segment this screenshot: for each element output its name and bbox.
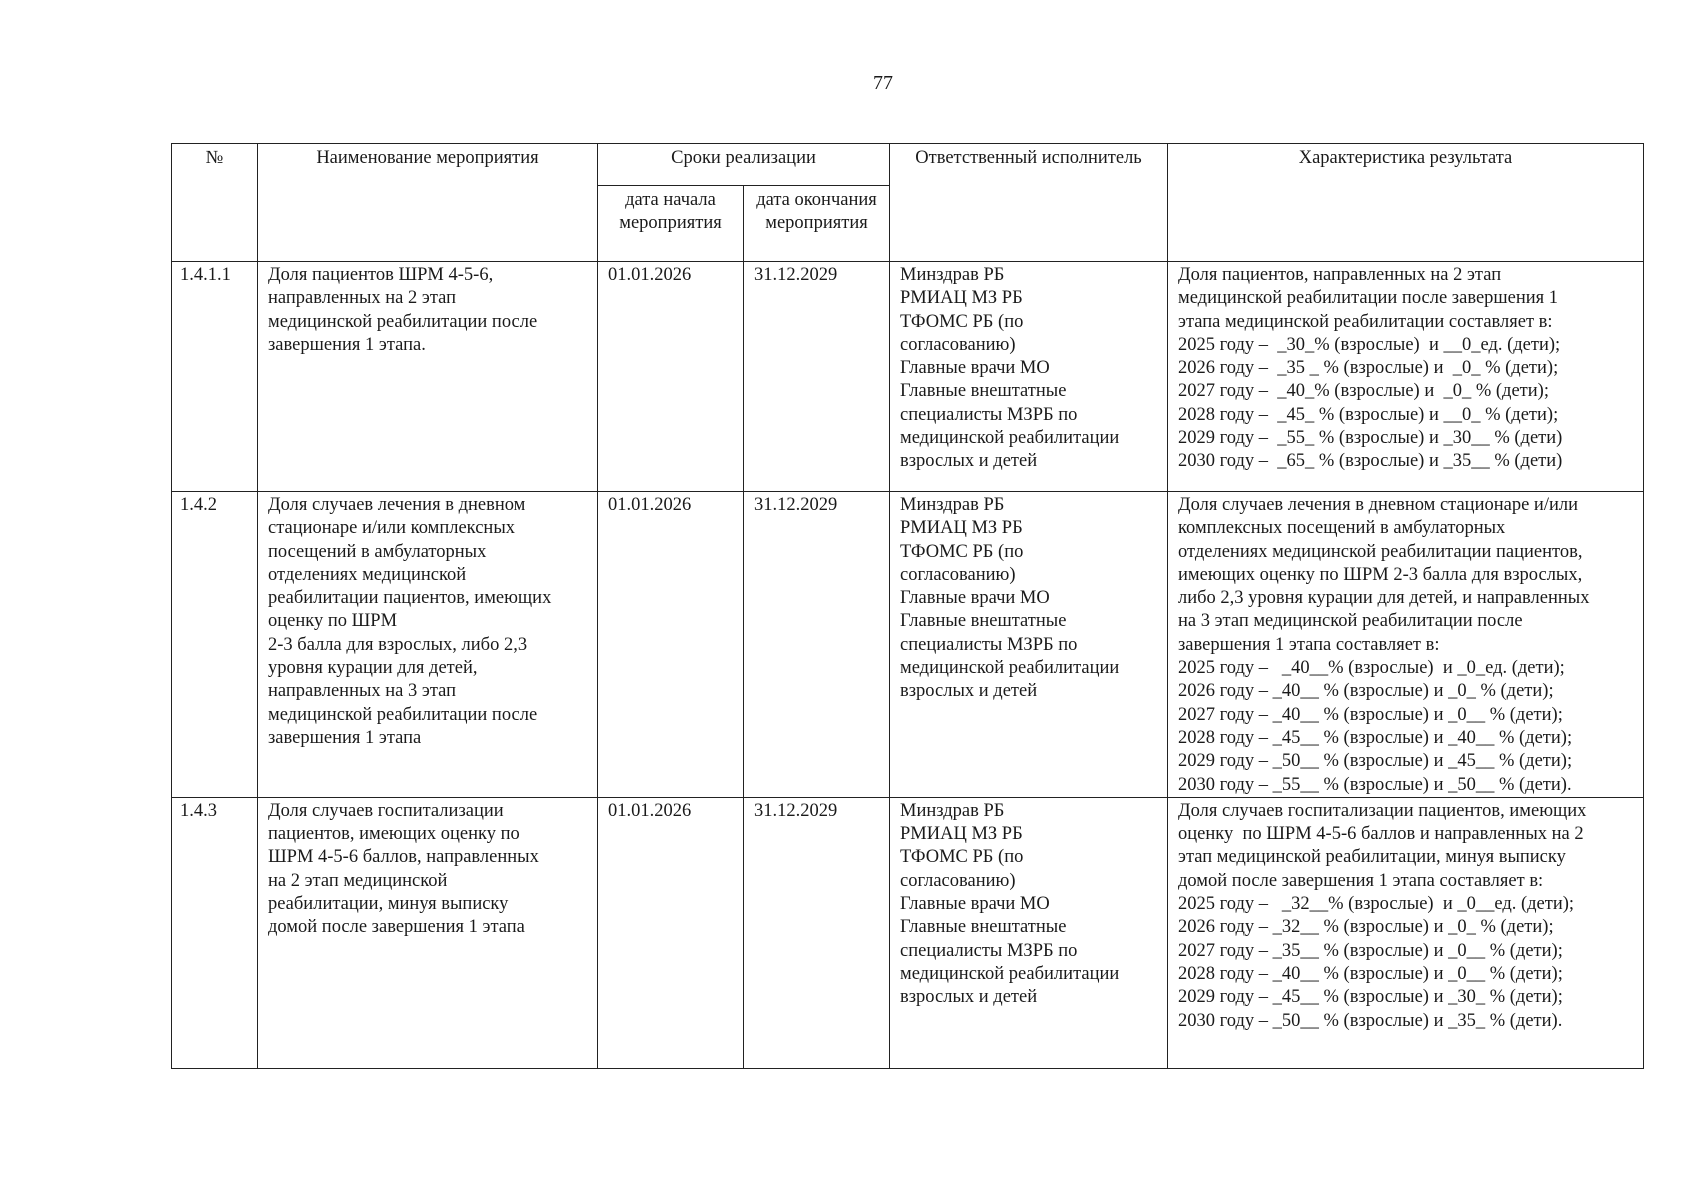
cell-end-date-text: 31.12.2029 (754, 265, 838, 285)
cell-name-line: оценку по ШРМ (268, 611, 398, 632)
cell-result-line: завершения 1 этапа составляет в: (1178, 634, 1440, 655)
cell-responsible-line: Минздрав РБ (900, 495, 1005, 515)
header-start: дата начала мероприятия (598, 186, 744, 262)
cell-responsible-line: ТФОМС РБ (по (900, 311, 1024, 332)
cell-start-date (598, 797, 744, 1068)
cell-start-date (598, 262, 744, 492)
cell-responsible-line: согласованию) (900, 870, 1016, 891)
header-name: Наименование мероприятия (258, 144, 598, 262)
page-number: 77 (873, 72, 893, 94)
cell-responsible-line: РМИАЦ МЗ РБ (900, 288, 1023, 309)
cell-result-line: домой после завершения 1 этапа составляет в: (1178, 870, 1544, 891)
cell-responsible-line: Главные внештатные (900, 917, 1067, 938)
cell-num (172, 797, 258, 1068)
cell-result-line: медицинской реабилитации после завершения 1 (1178, 288, 1559, 309)
cell-name-line: пациентов, имеющих оценку по (268, 824, 520, 845)
cell-responsible-line: согласованию) (900, 564, 1016, 585)
cell-responsible-line: медицинской реабилитации (900, 963, 1120, 984)
cell-result-line: 2029 году – _55_ % (взрослые) и _30__ % (дети) (1178, 428, 1563, 449)
header-num: № (172, 144, 258, 262)
table-row (172, 797, 1644, 1068)
cell-name-line: Доля случаев лечения в дневном (268, 495, 526, 515)
cell-end-date (744, 492, 890, 798)
cell-start-date-text: 01.01.2026 (608, 265, 692, 285)
cell-responsible (890, 262, 1168, 492)
cell-result (1168, 492, 1644, 798)
cell-result-line: 2028 году – _40__ % (взрослые) и _0__ % (дети); (1178, 963, 1563, 984)
cell-name-line: отделениях медицинской (268, 564, 467, 585)
cell-responsible-line: РМИАЦ МЗ РБ (900, 824, 1023, 845)
cell-responsible-line: Главные внештатные (900, 381, 1067, 402)
cell-responsible-line: медицинской реабилитации (900, 658, 1120, 679)
cell-responsible-line: ТФОМС РБ (по (900, 847, 1024, 868)
cell-name-line: Доля пациентов ШРМ 4-5-6, (268, 265, 494, 285)
cell-responsible-line: согласованию) (900, 334, 1016, 355)
cell-result-line: 2025 году – _32__% (взрослые) и _0__ед. (дети); (1178, 894, 1575, 915)
header-end: дата окончания мероприятия (744, 186, 890, 262)
cell-name (258, 492, 598, 798)
cell-result-line: Доля случаев лечения в дневном стационаре и/или (1178, 495, 1579, 515)
cell-result-line: 2027 году – _35__ % (взрослые) и _0__ % (дети); (1178, 940, 1563, 961)
cell-responsible-line: ТФОМС РБ (по (900, 541, 1024, 562)
table-row (172, 492, 1644, 798)
cell-name-line: 2-3 балла для взрослых, либо 2,3 (268, 634, 528, 655)
header-result: Характеристика результата (1168, 144, 1644, 262)
cell-result-line: 2030 году – _55__ % (взрослые) и _50__ % (дети). (1178, 774, 1572, 795)
cell-responsible-line: взрослых и детей (900, 987, 1038, 1008)
cell-name-line: реабилитации пациентов, имеющих (268, 588, 552, 609)
cell-result-line: 2025 году – _30_% (взрослые) и __0_ед. (дети); (1178, 334, 1561, 355)
cell-result (1168, 797, 1644, 1068)
cell-end-date (744, 797, 890, 1068)
cell-name (258, 262, 598, 492)
cell-result-line: на 3 этап медицинской реабилитации после (1178, 611, 1523, 632)
cell-num (172, 492, 258, 798)
cell-responsible-line: взрослых и детей (900, 681, 1038, 702)
cell-result-line: оценку по ШРМ 4-5-6 баллов и направленных на 2 (1178, 824, 1584, 845)
cell-result-line: Доля пациентов, направленных на 2 этап (1178, 265, 1502, 285)
cell-name-line: медицинской реабилитации после (268, 704, 538, 725)
cell-num-text: 1.4.1.1 (180, 265, 231, 285)
cell-start-date-text: 01.01.2026 (608, 495, 692, 515)
cell-result-line: Доля случаев госпитализации пациентов, имеющих (1178, 800, 1587, 821)
cell-responsible-line: Главные врачи МО (900, 358, 1050, 379)
header-row (172, 144, 1644, 186)
cell-num (172, 262, 258, 492)
measures-table (171, 143, 1644, 1069)
cell-result-line: этап медицинской реабилитации, минуя выписку (1178, 847, 1566, 868)
cell-end-date-text: 31.12.2029 (754, 800, 838, 821)
cell-result-line: 2029 году – _50__ % (взрослые) и _45__ % (дети); (1178, 751, 1573, 772)
cell-responsible-line: Минздрав РБ (900, 265, 1005, 285)
cell-start-date-text: 01.01.2026 (608, 800, 692, 821)
cell-responsible-line: специалисты МЗРБ по (900, 940, 1078, 961)
cell-responsible (890, 492, 1168, 798)
cell-responsible-line: взрослых и детей (900, 451, 1038, 472)
cell-result-line: имеющих оценку по ШРМ 2-3 балла для взрослых, (1178, 564, 1583, 585)
cell-name-line: направленных на 3 этап (268, 681, 456, 702)
cell-responsible-line: РМИАЦ МЗ РБ (900, 518, 1023, 539)
cell-name-line: посещений в амбулаторных (268, 541, 487, 562)
cell-name-line: стационаре и/или комплексных (268, 518, 515, 539)
cell-result (1168, 262, 1644, 492)
cell-name-line: завершения 1 этапа. (268, 334, 426, 355)
table-row (172, 262, 1644, 492)
cell-responsible-line: специалисты МЗРБ по (900, 404, 1078, 425)
cell-name-line: направленных на 2 этап (268, 288, 456, 309)
cell-end-date (744, 262, 890, 492)
cell-name-line: на 2 этап медицинской (268, 870, 448, 891)
cell-result-line: 2028 году – _45_ % (взрослые) и __0_ % (дети); (1178, 404, 1559, 425)
cell-num-text: 1.4.2 (180, 495, 217, 515)
cell-responsible-line: Главные врачи МО (900, 894, 1050, 915)
cell-result-line: 2027 году – _40__ % (взрослые) и _0__ % (дети); (1178, 704, 1563, 725)
cell-result-line: либо 2,3 уровня курации для детей, и направленных (1178, 588, 1590, 609)
cell-result-line: 2030 году – _65_ % (взрослые) и _35__ % (дети) (1178, 451, 1563, 472)
cell-responsible-line: медицинской реабилитации (900, 428, 1120, 449)
cell-responsible-line: Минздрав РБ (900, 800, 1005, 821)
cell-result-line: 2026 году – _35 _ % (взрослые) и _0_ % (дети); (1178, 358, 1559, 379)
cell-name (258, 797, 598, 1068)
cell-responsible-line: специалисты МЗРБ по (900, 634, 1078, 655)
cell-result-line: 2027 году – _40_% (взрослые) и _0_ % (дети); (1178, 381, 1549, 402)
cell-name-line: уровня курации для детей, (268, 658, 478, 679)
header-responsible: Ответственный исполнитель (890, 144, 1168, 262)
header-period: Сроки реализации (598, 144, 890, 186)
cell-result-line: 2025 году – _40__% (взрослые) и _0_ед. (дети); (1178, 658, 1565, 679)
cell-result-line: комплексных посещений в амбулаторных (1178, 518, 1506, 539)
cell-result-line: 2026 году – _40__ % (взрослые) и _0_ % (дети); (1178, 681, 1554, 702)
cell-result-line: 2030 году – _50__ % (взрослые) и _35_ % (дети). (1178, 1010, 1563, 1031)
cell-num-text: 1.4.3 (180, 800, 217, 821)
cell-result-line: 2029 году – _45__ % (взрослые) и _30_ % (дети); (1178, 987, 1563, 1008)
cell-result-line: этапа медицинской реабилитации составляет в: (1178, 311, 1553, 332)
cell-end-date-text: 31.12.2029 (754, 495, 838, 515)
cell-responsible-line: Главные внештатные (900, 611, 1067, 632)
cell-name-line: ШРМ 4-5-6 баллов, направленных (268, 847, 539, 868)
cell-name-line: реабилитации, минуя выписку (268, 894, 509, 915)
cell-name-line: завершения 1 этапа (268, 727, 422, 748)
cell-name-line: домой после завершения 1 этапа (268, 917, 525, 938)
cell-start-date (598, 492, 744, 798)
cell-result-line: 2028 году – _45__ % (взрослые) и _40__ % (дети); (1178, 727, 1573, 748)
cell-result-line: отделениях медицинской реабилитации пациентов, (1178, 541, 1583, 562)
cell-responsible (890, 797, 1168, 1068)
cell-result-line: 2026 году – _32__ % (взрослые) и _0_ % (дети); (1178, 917, 1554, 938)
cell-responsible-line: Главные врачи МО (900, 588, 1050, 609)
cell-name-line: Доля случаев госпитализации (268, 800, 504, 821)
cell-name-line: медицинской реабилитации после (268, 311, 538, 332)
